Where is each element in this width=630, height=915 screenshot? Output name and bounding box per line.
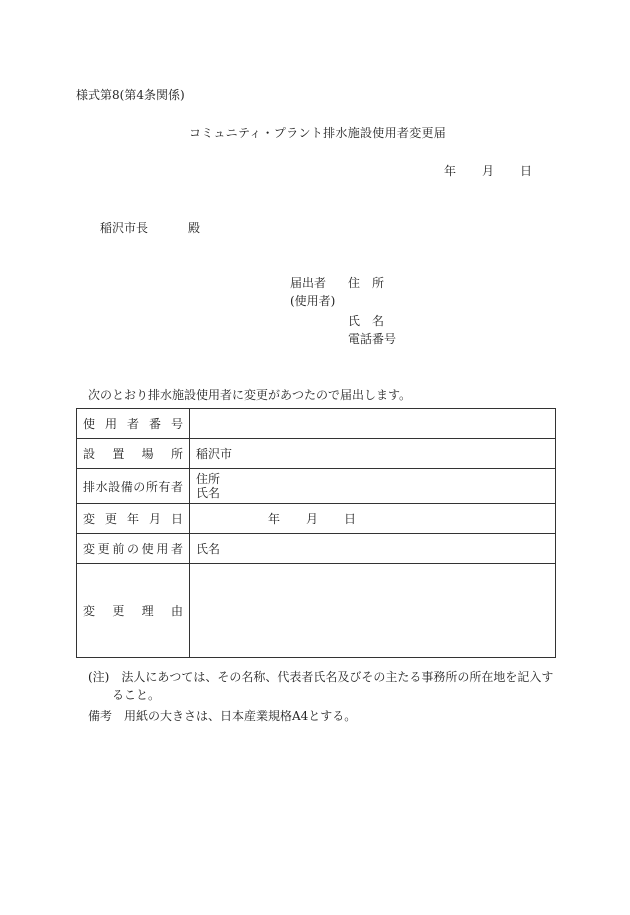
submission-date (444, 162, 532, 179)
change-month-label: 月 (306, 512, 319, 526)
owner-address-label: 住所 (196, 472, 221, 486)
table-row (77, 409, 556, 439)
change-date-field[interactable] (190, 504, 556, 534)
note-line-1: (注) 法人にあつては、その名称、代表者氏名及びその主たる事務所の所在地を記入す (88, 670, 554, 684)
addressee-honorific: 殿 (188, 221, 201, 235)
change-year-label: 年 (268, 512, 281, 526)
owner-field[interactable] (190, 469, 556, 504)
applicant-address-label: 住 所 (348, 276, 385, 290)
change-form-table (76, 408, 556, 658)
applicant-phone-label: 電話番号 (348, 332, 397, 346)
day-label: 日 (520, 164, 533, 178)
change-date-label: 変更年月日 (77, 504, 190, 534)
user-number-field[interactable] (190, 409, 556, 439)
applicant-sublabel: (使用者) (290, 294, 336, 308)
applicant-name-label: 氏 名 (348, 314, 385, 328)
table-row (77, 469, 556, 504)
table-row (77, 564, 556, 658)
location-label: 設置場所 (77, 439, 190, 469)
previous-user-label: 変更前の使用者 (77, 534, 190, 564)
location-field[interactable]: 稲沢市 (190, 439, 556, 469)
document-title: コミュニティ・プラント排水施設使用者変更届 (189, 126, 447, 140)
month-label: 月 (482, 164, 495, 178)
addressee-name: 稲沢市長 (100, 221, 149, 235)
year-label: 年 (444, 164, 457, 178)
note-line-2: ること。 (112, 688, 161, 702)
change-day-label: 日 (344, 512, 357, 526)
addressee (100, 219, 200, 236)
owner-name-label: 氏名 (196, 486, 221, 500)
reason-field[interactable] (190, 564, 556, 658)
table-row (77, 504, 556, 534)
table-row (77, 534, 556, 564)
form-code: 様式第8(第4条関係) (76, 88, 185, 102)
intro-text: 次のとおり排水施設使用者に変更があつたので届出します。 (88, 388, 412, 402)
previous-user-field[interactable]: 氏名 (190, 534, 556, 564)
owner-label: 排水設備の所有者 (77, 469, 190, 504)
table-row (77, 439, 556, 469)
remark-text: 備考 用紙の大きさは、日本産業規格A4とする。 (88, 709, 357, 723)
user-number-label: 使用者番号 (77, 409, 190, 439)
reason-label: 変更理由 (77, 564, 190, 658)
applicant-label: 届出者 (290, 276, 327, 290)
